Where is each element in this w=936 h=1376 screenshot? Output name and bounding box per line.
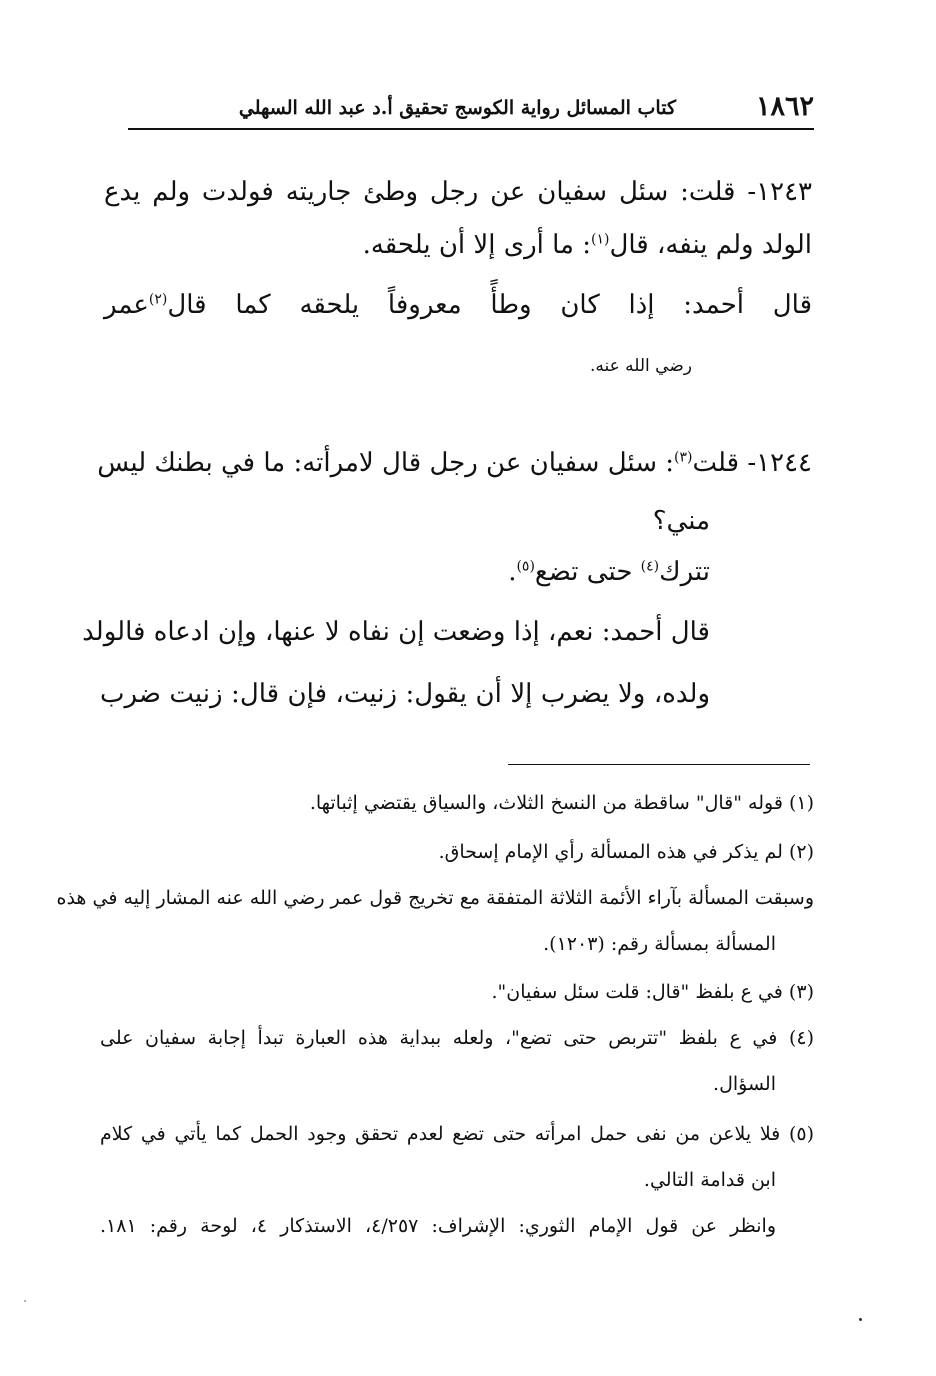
q1244-text-1a: ١٢٤٤- قلت [692,448,812,478]
q1243-text-2b: : ما أرى إلا أن يلحقه. [362,230,591,260]
footnote-4-line-1: (٤) في ع بلفظ "تتربص حتى تضع"، ولعله ببداية هذه العبارة تبدأ إجابة سفيان على [100,1027,814,1049]
footnote-separator [508,764,810,765]
q1244-line-5 [100,674,710,714]
q1243-line-3 [104,285,812,325]
scan-speck [859,1318,862,1321]
footnote-ref-5[interactable]: (٥) [516,558,535,575]
q1243-text-3b: عمر [104,290,149,320]
q1243-text-3a: قال أحمد: إذا كان وطأً معروفاً يلحقه كما قال [167,290,812,320]
q1244-line-2 [653,501,710,541]
q1243-line-2 [363,225,812,265]
footnote-2-continuation-1: وسبقت المسألة بآراء الأئمة الثلاثة المتفقة مع تخريج قول عمر رضي الله عنه المشار إليه في هذه [56,887,814,909]
footnote-1: (١) قوله "قال" ساقطة من النسخ الثلاث، والسياق يقتضي إثباتها. [309,792,814,814]
header-rule [128,128,814,130]
footnote-4-line-2: السؤال. [713,1073,776,1095]
scan-speck [24,1300,26,1302]
footnote-5-line-1: (٥) فلا يلاعن من نفى حمل امرأته حتى تضع لعدم تحقق وجود الحمل كما يأتي في كلام [100,1123,814,1145]
q1244-text-2: مني؟ [652,506,710,536]
q1244-line-4 [82,612,710,652]
q1244-text-1b: : سئل سفيان عن رجل قال لامرأته: ما في بطنك ليس [97,448,675,478]
page-header [128,88,814,128]
q1243-text-2a: الولد ولم ينفه، قال [609,230,812,260]
running-title: كتاب المسائل رواية الكوسج تحقيق أ.د عبد الله السهلي [238,97,676,119]
page-number: ١٨٦٢ [755,91,814,122]
footnote-ref-4[interactable]: (٤) [640,558,660,575]
footnote-ref-1[interactable]: (١) [591,231,610,248]
q1244-text-3b: حتى تضع [534,557,633,587]
q1243-line-4 [590,346,692,386]
q1244-text-3c: . [508,557,517,587]
footnote-ref-2[interactable]: (٢) [148,291,168,308]
q1243-text-1: ١٢٤٣- قلت: سئل سفيان عن رجل وطئ جاريته فولدت ولم يدع [104,177,813,207]
footnote-5-line-3: وانظر عن قول الإمام الثوري: الإشراف: ٤/٢٥٧، الاستذكار ٤، لوحة رقم: ١٨١. [100,1215,776,1237]
footnote-ref-3[interactable]: (٣) [674,449,693,466]
footnote-2-continuation-2: المسألة بمسألة رقم: (١٢٠٣). [543,933,776,955]
footnote-3: (٣) في ع بلفظ "قال: قلت سئل سفيان". [491,981,814,1003]
honorific-text: رضي الله عنه. [589,356,692,376]
q1244-text-5: ولده، ولا يضرب إلا أن يقول: زنيت، فإن قال: زنيت ضرب [100,679,710,709]
q1244-line-3 [508,552,710,592]
q1243-line-1 [104,172,812,212]
q1244-text-3a: تترك [659,557,710,587]
footnote-5-line-2: ابن قدامة التالي. [643,1169,776,1191]
footnote-2: (٢) لم يذكر في هذه المسألة رأي الإمام إسحاق. [438,841,814,863]
q1244-text-4: قال أحمد: نعم، إذا وضعت إن نفاه لا عنها، وإن ادعاه فالولد [82,617,710,647]
q1244-line-1 [97,443,812,483]
